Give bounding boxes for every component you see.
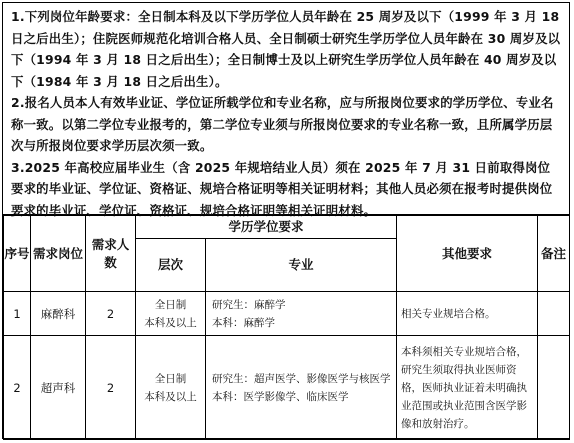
row2-level-line1: 全日制 [154,372,187,385]
header-level: 层次 [136,239,206,292]
row2-post: 超声科 [31,336,86,440]
note-graduates-deadline: 3.2025 年高校应届毕业生（含 2025 年规培结业人员）须在 2025 年 7 月 31 日前取得岗位要求的毕业证、学位证、资格证、规培合格证明等相关证明材料；其他人员必须在报考时提供岗位要求的毕业证、学位证、资格证、规培合格证明等相关证明材料。 [11,159,553,218]
row2-level [136,336,206,440]
table-row [4,292,570,336]
header-count: 需求人数 [86,216,136,292]
recruitment-document [2,2,570,439]
positions-table [3,215,570,440]
row1-post: 麻醉科 [31,292,86,336]
note-age-requirement: 1.下列岗位年龄要求：全日制本科及以下学历学位人员年龄在 25 周岁及以下（1999 年 3 月 18 日之后出生）；住院医师规范化培训合格人员、全日制硕士研究生学历学位人员年龄在 30 周岁及以下（1994 年 3 月 18 日之后出生）；全日制博士及以上研究生学历学位人员年龄在 40 周岁及以下（1984 年 3 月 18 日之后出生）。 [11,9,561,89]
header-seq: 序号 [4,216,31,292]
row1-major-line1: 研究生：麻醉学 [212,298,286,311]
row2-count: 2 [86,336,136,440]
row1-count: 2 [86,292,136,336]
row2-other: 本科须相关专业规培合格，研究生须取得执业医师资格，医师执业证着未明确执业范围或执业范围含医学影像和放射治疗。 [397,336,538,440]
row1-major [206,292,397,336]
note-degree-match: 2.报名人员本人有效毕业证、学位证所载学位和专业名称，应与所报岗位要求的学历学位、专业名称一致。以第二学位专业报考的，第二学位专业须与所报岗位要求的专业名称一致，且所属学历层次与所报岗位要求学历层次须一致。 [11,95,554,153]
row2-remark [538,336,570,440]
table-row [4,336,570,440]
row2-major-line1: 研究生：超声医学、影像医学与核医学 [212,372,391,385]
header-major: 专业 [206,239,397,292]
row2-major-line2: 本科：医学影像学、临床医学 [212,390,349,403]
header-post: 需求岗位 [31,216,86,292]
row1-level-line2: 本科及以上 [144,316,197,329]
row1-major-line2: 本科：麻醉学 [212,316,275,329]
header-other: 其他要求 [397,216,538,292]
header-edu-group: 学历学位要求 [136,216,397,239]
row2-major [206,336,397,440]
requirements-notes [3,3,569,218]
row2-level-line2: 本科及以上 [144,390,197,403]
row1-remark [538,292,570,336]
row1-level [136,292,206,336]
row1-other: 相关专业规培合格。 [397,292,538,336]
row1-seq: 1 [4,292,31,336]
row2-seq: 2 [4,336,31,440]
row1-level-line1: 全日制 [154,298,187,311]
header-remark: 备注 [538,216,570,292]
